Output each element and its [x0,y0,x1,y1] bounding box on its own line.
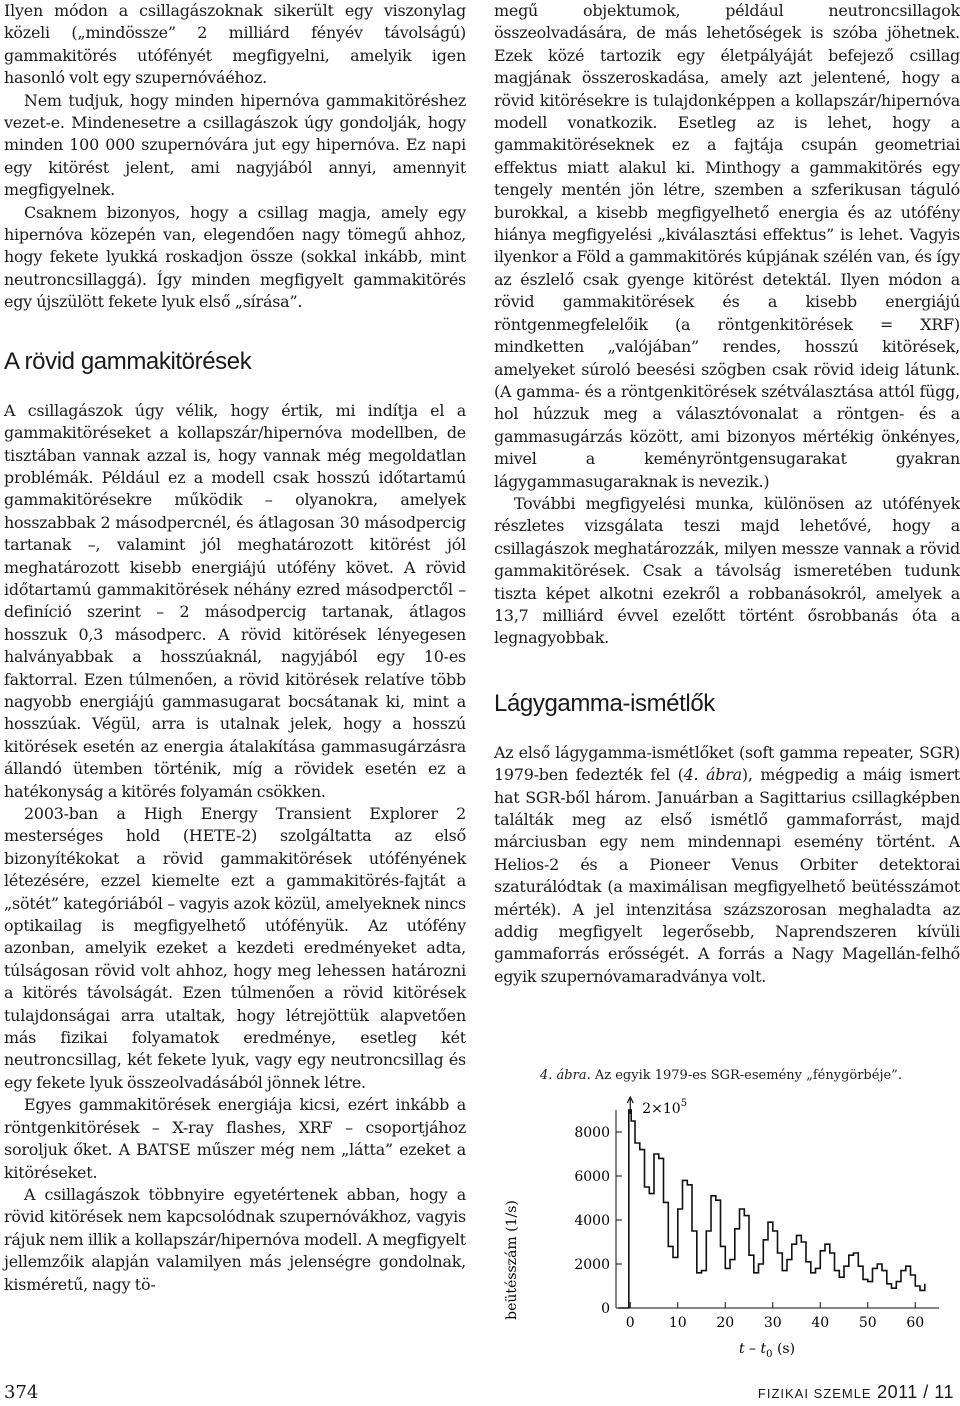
y-axis-label: beütésszám (1/s) [504,1200,520,1320]
paragraph: Egyes gammakitörések energiája kicsi, ezért inkább a röntgenkitörések – X-ray flashes, XRF – csoportjához soroljuk őket. A BATSE műszer még nem „látta” ezeket a kitöréseket. [4,1095,466,1182]
peak-annotation-text: $2\times 10^5$ [642,1098,688,1117]
y-tick-label: 0 [601,1301,610,1317]
x-tick-label: 0 [625,1315,635,1331]
left-column [4,0,466,1296]
paragraph: Csaknem bizonyos, hogy a csillag magja, amely egy hipernóva közepén van, elegendően nagy tömegű ahhoz, hogy fekete lyukká roskadjon össze (sokkal inkább, mint neutroncsillaggá). Így minden megfigyelt gammakitörés egy újszülött fekete lyuk első „sírása”. [4,202,466,312]
x-tick-label: 20 [716,1315,735,1331]
figure-label: 4. ábra [540,1068,587,1083]
peak-annotation [627,1097,687,1117]
figure-caption [540,1068,902,1083]
y-tick-label: 4000 [574,1213,610,1229]
chart-axes [616,1110,939,1308]
x-tick-label: 30 [763,1315,782,1331]
x-tick-label: 50 [858,1315,877,1331]
y-tick-label: 2000 [574,1257,610,1273]
light-curve-line [618,1110,924,1308]
paragraph: Nem tudjuk, hogy minden hipernóva gammakitöréshez vezet-e. Mindenesetre a csillagászok úgy gondolják, hogy minden 100 000 szupernóvára jut egy hipernóva. Ez napi egy kitörést jelent, ami nagyjából annyi, amennyit megfigyelnek. [4,90,466,200]
x-axis-label-t0: t [760,1341,767,1357]
light-curve-chart [494,1090,960,1358]
paragraph-text: Az első lágygamma-ismétlőket (soft gamma repeater, SGR) 1979-ben fedezték fel ( [494,742,960,785]
paragraph: A csillagászok úgy vélik, hogy értik, mi indítja el a gammakitöréseket a kollapszár/hipernóva modellben, de tisztában vannak azzal is, hogy vannak még megoldatlan problémák. Például ez a modell csak hosszú időtartamú gammakitörésekre működik – olyanokra, amelyek hosszabbak 2 másodpercnél, és átlagosan 30 másodpercig tartanak –, valamint jól meghatározott kitörést jól meghatározott kisebb energiájú utófény követ. A rövid időtartamú gammakitörések néhány ezred másodperctől – definíció szerint – 2 másodpercig tartanak, átlagos hosszuk 0,3 másodperc. A rövid kitörések lényegesen halványabbak a hosszúaknál, nagyjából egy 10-es faktorral. Ezen túlmenően, a rövid kitörések relatíve több nagyobb energiájú gammasugarat bocsátanak ki, mint a hosszúak. Végül, arra is utalnak jelek, hogy a hosszú kitörések esetén az energia átalakítása gammasugárzásra állandó ütemben történik, míg a rövidek esetén ez a hatékonyság a kitörés folyamán csökken. [4,400,466,801]
paragraph: A csillagászok többnyire egyetértenek abban, hogy a rövid kitörések nem kapcsolódnak szupernóvákhoz, vagyis rájuk nem illik a kollapszár/hipernóva modell. A megfigyelt jellemzőik alapján valamilyen más jelenségre gondolnak, kisméretű, nagy tö- [4,1184,466,1294]
x-tick-label: 60 [906,1315,925,1331]
y-tick-label: 6000 [574,1169,610,1185]
x-tick-label: 10 [668,1315,687,1331]
section-heading: Lágygamma-ismétlők [494,689,715,717]
paragraph: További megfigyelési munka, különösen az utófények részletes vizsgálata teszi majd lehetővé, hogy a csillagászok meghatározzák, milyen messze vannak a rövid gammakitörések. Csak a távolság ismeretében tudunk tiszta képet alkotni ezekről a robbanásokról, amelyek a 13,7 milliárd évvel ezelőtt történt ősrobbanás óta a legnagyobbak. [494,493,960,648]
paragraph: megű objektumok, például neutroncsillagok összeolvadására, de más lehetőségek is szóba jöhetnek. Ezek közé tartozik egy életpályáját befejező csillag magjának összeroskadása, amely azt jelentené, hogy a rövid kitörésekre is tulajdonképpen a kollapszár/hipernóva modell vonatkozik. Esetleg az is lehet, hogy a gammakitöréseknek ez a fajtája csupán geometriai effektus miatt alakul ki. Minthogy a gammakitörés egy tengely mentén jön létre, szemben a szferikusan táguló burokkal, a kisebb megfigyelhető energia és az utófény hiánya megfigyelési „kiválasztási effektus” is lehet. Vagyis ilyenkor a Föld a gammakitörés kúpjának szélén van, és így az észlelő csak gyenge kitörést detektál. Ilyen módon a rövid gammakitörések és a kisebb energiájú röntgenmegfelelőik (a röntgenkitörések = XRF) mindketten „valójában” rendes, hosszú kitörések, amelyeket súroló beesési szögben csak rövid ideig látunk. (A gamma- és a röntgenkitörések szétválasztása attól függ, hol húzzuk meg a választóvonalat a röntgen- és a gammasugárzás között, ami bizonyos mértékig önkényes, mivel a keményröntgensugarakat gyakran lágygammasugaraknak is nevezik.) [494,1,960,491]
right-column [494,0,960,988]
x-axis-label [739,1341,795,1358]
figure-reference: 4. ábra [683,765,742,785]
x-axis-label-unit: (s) [772,1341,796,1357]
y-tick-label: 8000 [574,1125,610,1141]
journal-footer [758,1382,954,1403]
section-heading: A rövid gammakitörések [4,347,252,375]
page-number: 374 [4,1382,39,1403]
x-axis-label-minus: – [744,1341,761,1357]
paragraph-text: ), mégpedig a máig ismert hat SGR-ből három. Januárban a Sagittarius csillagképben találták meg az első ismétlő gammaforrást, majd márciusban egy nem mindennapi esemény történt. A Helios-2 és a Pioneer Venus Orbiter detektorai szaturálódtak (a maximálisan megfigyelhető beütésszámot mérték). A jel intenzitása százszorosan meghaladta az addig megfigyelt legerősebb, Naprendszeren kívüli gammaforrás erősségét. A forrás a Nagy Magellán-felhő egyik szupernóvamaradványa volt. [494,765,960,986]
paragraph: Ilyen módon a csillagászoknak sikerült egy viszonylag közeli („mindössze” 2 milliárd fényév távolságú) gammakitörés utófényét megfigyelni, amelyik igen hasonló volt egy szupernóváéhoz. [4,1,466,88]
x-axis-label-subscript: 0 [766,1349,773,1358]
journal-name: FIZIKAI SZEMLE [757,1386,872,1401]
x-tick-label: 40 [811,1315,830,1331]
x-axis-label-t: t [738,1341,745,1357]
journal-issue: 2011 / 11 [871,1382,954,1402]
figure-caption-text: . Az egyik 1979-es SGR-esemény „fénygörbéje”. [586,1068,902,1083]
paragraph [494,742,960,988]
paragraph: 2003-ban a High Energy Transient Explorer 2 mesterséges hold (HETE-2) szolgáltatta az első bizonyítékokat a rövid gammakitörések utófényének létezésére, ezzel kiemelte ezt a gammakitörés-fajtát a „sötét” kategóriából – vagyis azok közül, amelyeknek nincs optikailag is megfigyelhető utófényük. Az utófény azonban, amelyik ezeket a kezdeti eredményeket adta, túlságosan rövid volt ahhoz, hogy meg lehessen határozni a kitörés távolságát. Ezen túlmenően a rövid kitörések tulajdonságai arra utaltak, hogy létrejöttük alapvetően más fizikai folyamatok eredménye, esetleg két neutroncsillag, két fekete lyuk, vagy egy neutroncsillag és egy fekete lyuk összeolvadásából jönnek létre. [4,804,466,1092]
